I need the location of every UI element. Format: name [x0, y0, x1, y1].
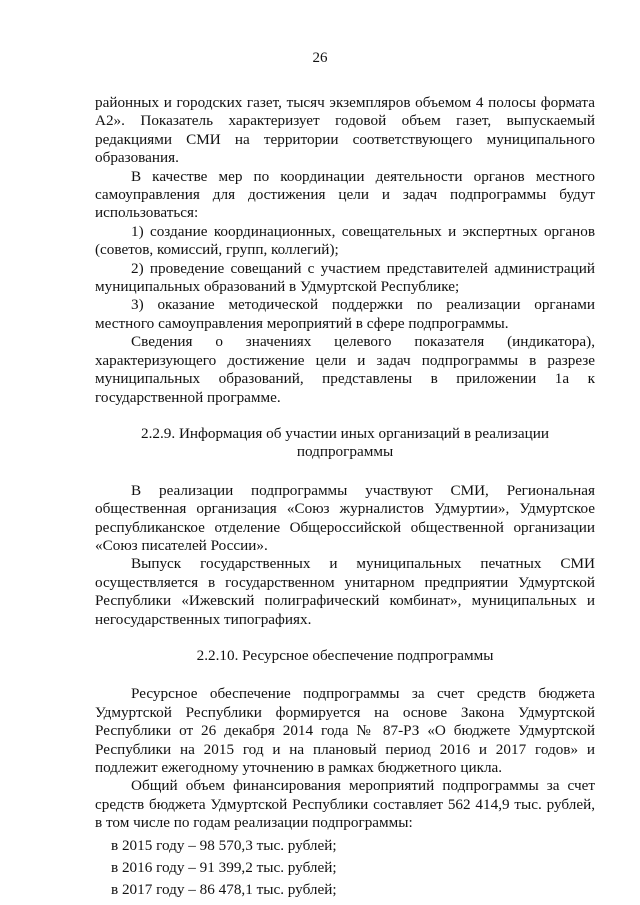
- paragraph-printing: Выпуск государственных и муниципальных печатных СМИ осуществляется в государственном унитарном предприятии Удмуртской Республики «Ижевский полиграфический комбинат», муниципальных и негосударственных типографиях.: [95, 555, 595, 628]
- list-item: 2) проведение совещаний с участием представителей администраций муниципальных образований в Удмуртской Республике;: [95, 259, 595, 296]
- funding-year-item: в 2016 году – 91 399,2 тыс. рублей;: [111, 859, 337, 877]
- paragraph-total-funding: Общий объем финансирования мероприятий подпрограммы за счет средств бюджета Удмуртской Республики составляет 562 414,9 тыс. рублей, в том числе по годам реализации подпрограммы:: [95, 777, 595, 832]
- paragraph-newspapers: районных и городских газет, тысяч экземпляров объемом 4 полосы формата А2». Показатель характеризует годовой объем газет, выпускаемый редакциями СМИ на территории соответствующего муниципального образования.: [95, 94, 595, 167]
- section-heading-2-2-9: 2.2.9. Информация об участии иных организаций в реализации подпрограммы: [140, 424, 550, 461]
- funding-year-item: в 2017 году – 86 478,1 тыс. рублей;: [111, 881, 337, 899]
- list-item: 1) создание координационных, совещательных и экспертных органов (советов, комиссий, групп, коллегий);: [95, 222, 595, 259]
- page-number: 26: [312, 50, 328, 66]
- funding-year-item: в 2015 году – 98 570,3 тыс. рублей;: [111, 836, 337, 854]
- list-item: 3) оказание методической поддержки по реализации органами местного самоуправления мероприятий в сфере подпрограммы.: [95, 296, 595, 332]
- paragraph-participating-orgs: В реализации подпрограммы участвуют СМИ, Региональная общественная организация «Союз журналистов Удмуртии», Удмуртское республиканское отделение Общероссийской общественной организации «Союз писателей России».: [95, 481, 595, 554]
- document-body: [95, 94, 595, 900]
- paragraph-coordination-measures: В качестве мер по координации деятельности органов местного самоуправления для достижения цели и задач подпрограммы будут использоваться:: [95, 167, 595, 222]
- paragraph-indicator: Сведения о значениях целевого показателя (индикатора), характеризующего достижение цели и задач подпрограммы в разрезе муниципальных образований, представлены в приложении 1а к государственной программе.: [95, 333, 595, 406]
- paragraph-resource-provision: Ресурсное обеспечение подпрограммы за счет средств бюджета Удмуртской Республики формируется на основе Закона Удмуртской Республики от 26 декабря 2014 года № 87-РЗ «О бюджете Удмуртской Республики на 2015 год и на плановый период 2016 и 2017 годов» и подлежит ежегодному уточнению в рамках бюджетного цикла.: [95, 685, 595, 776]
- section-heading-2-2-10: 2.2.10. Ресурсное обеспечение подпрограммы: [196, 646, 494, 664]
